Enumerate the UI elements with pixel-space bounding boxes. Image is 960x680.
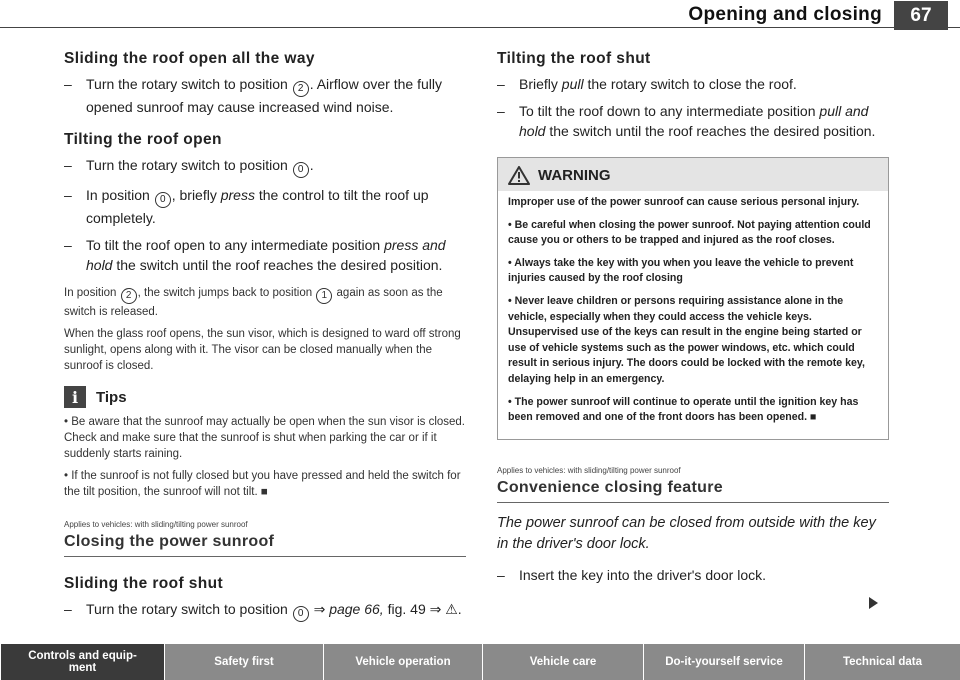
instruction-item: – Turn the rotary switch to position 0 ⇒ page 66, fig. 49 ⇒ ⚠.: [64, 599, 466, 622]
position-marker-icon: 2: [293, 81, 309, 97]
warning-text: • Be careful when closing the power sunroof. Not paying attention could cause you or others to be trapped and injured as the roof closes.: [508, 218, 871, 247]
note-text: In position 2 , the switch jumps back to position 1 again as soon as the switch is released.: [64, 287, 443, 318]
footer-tab-technical-data[interactable]: Technical data: [804, 644, 960, 680]
left-column: [64, 50, 466, 629]
warning-text: • The power sunroof will continue to operate until the ignition key has been removed and one of the front doors has been opened. ■: [508, 395, 859, 424]
right-column: [497, 50, 889, 592]
tip-text: • Be aware that the sunroof may actually be open when the sun visor is closed. Check and make sure that the sunroof is shut when parking the car or if it suddenly starts raining.: [64, 416, 466, 460]
tips-header: [64, 386, 466, 408]
section-title: Closing the power sunroof: [64, 533, 466, 557]
position-marker-icon: 0: [155, 192, 171, 208]
tip-text: • If the sunroof is not fully closed but you have pressed and held the switch for the tilt position, the sunroof will not tilt. ■: [64, 470, 461, 498]
instruction-item: – Turn the rotary switch to position 2 . Airflow over the fully opened sunroof may cause increased wind noise.: [64, 76, 442, 115]
position-marker-icon: 0: [293, 162, 309, 178]
applies-to-note: Applies to vehicles: with sliding/tilting power sunroof: [64, 520, 248, 529]
warning-box: [497, 157, 889, 440]
footer-tab-diy-service[interactable]: Do-it-yourself service: [643, 644, 804, 680]
lead-text: The power sunroof can be closed from outside with the key in the driver's door lock.: [497, 514, 876, 552]
warning-text: Improper use of the power sunroof can cause serious personal injury.: [508, 196, 860, 208]
warning-header: [498, 158, 888, 191]
section-heading: Sliding the roof shut: [64, 575, 224, 592]
section-heading: Tilting the roof open: [64, 131, 222, 148]
warning-body: [498, 191, 888, 439]
warning-text: • Never leave children or persons requiring assistance alone in the vehicle, especially when they could access the vehicle keys. Unsupervised use of the keys can result in the engine being started or use of vehicle systems such as the power windows, etc. which could result in serious injury. The doors could be locked with the remote key, delaying help in an emergency.: [508, 294, 865, 385]
warning-label: WARNING: [538, 167, 611, 184]
position-marker-icon: 1: [316, 288, 332, 304]
section-title: Convenience closing feature: [497, 479, 889, 503]
instruction-item: – To tilt the roof open to any intermediate position press and hold the switch until the roof reaches the desired position.: [64, 237, 446, 273]
page-number: 67: [894, 1, 948, 30]
footer-nav: [0, 644, 960, 680]
instruction-item: – Briefly pull the rotary switch to close the roof.: [497, 76, 797, 92]
info-icon: i: [64, 386, 86, 408]
header-rule: [0, 27, 960, 28]
footer-tab-safety[interactable]: Safety first: [164, 644, 323, 680]
position-marker-icon: 0: [293, 606, 309, 622]
warning-triangle-icon: [508, 166, 530, 185]
instruction-item: – To tilt the roof down to any intermediate position pull and hold the switch until the roof reaches the desired position.: [497, 103, 876, 139]
footer-tab-controls[interactable]: Controls and equip- ment: [0, 644, 164, 680]
instruction-item: – Insert the key into the driver's door lock.: [497, 566, 767, 583]
tips-label: Tips: [96, 388, 127, 406]
instruction-item: – Turn the rotary switch to position 0 .: [64, 155, 466, 178]
section-heading: Tilting the roof shut: [497, 50, 651, 67]
page-header-title: Opening and closing: [688, 4, 882, 25]
applies-to-note: Applies to vehicles: with sliding/tilting power sunroof: [497, 465, 681, 475]
footer-tab-vehicle-care[interactable]: Vehicle care: [482, 644, 643, 680]
position-marker-icon: 2: [121, 288, 137, 304]
continue-arrow-icon: [869, 597, 878, 609]
instruction-item: – In position 0 , briefly press the control to tilt the roof up completely.: [64, 187, 429, 226]
warning-text: • Always take the key with you when you leave the vehicle to prevent injuries caused by the roof closing: [508, 256, 854, 285]
note-text: When the glass roof opens, the sun visor, which is designed to ward off strong sunlight, opens along with it. The visor can be closed manually when the sunroof is closed.: [64, 328, 461, 372]
section-heading: Sliding the roof open all the way: [64, 50, 315, 67]
footer-tab-vehicle-operation[interactable]: Vehicle operation: [323, 644, 482, 680]
